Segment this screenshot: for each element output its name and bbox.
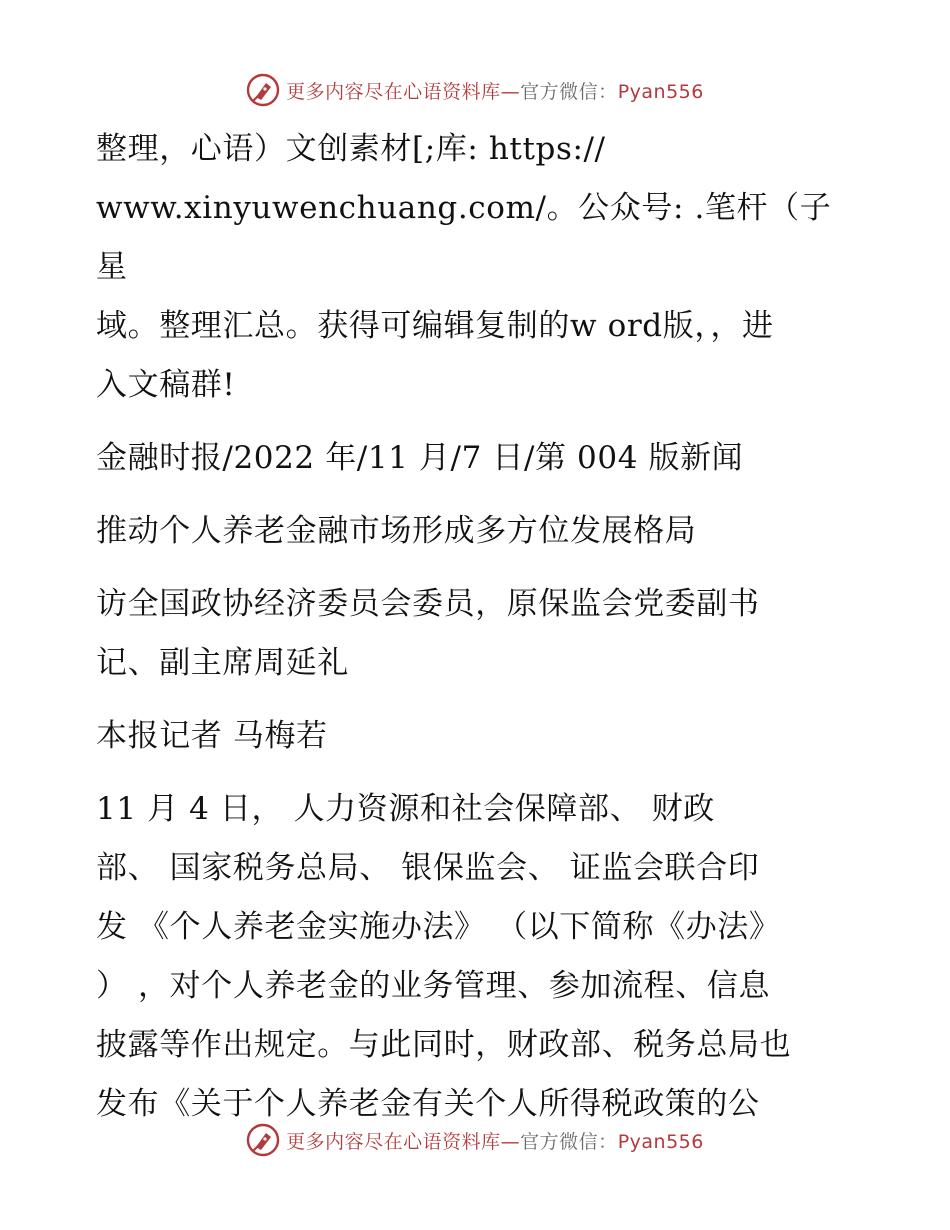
source-line: 金融时报/2022 年/11 月/7 日/第 004 版新闻 (96, 440, 744, 476)
banner-dash: — (500, 80, 521, 103)
banner-brand: 更多内容尽在心语资料库 (286, 80, 501, 103)
intro-line: 整理，心语）文创素材[;库: https:// (96, 131, 606, 167)
banner-text (286, 1127, 704, 1154)
pen-nib-logo-icon (246, 73, 280, 107)
subtitle-line: 记、副主席周延礼 (96, 645, 349, 681)
body-paragraph (96, 780, 856, 1134)
intro-line: 域。整理汇总。获得可编辑复制的w ord版，，进 (96, 308, 774, 344)
banner-wechat-label: 官方微信： (520, 1130, 618, 1153)
intro-line: 入文稿群! (96, 367, 236, 403)
intro-paragraph (96, 120, 856, 415)
banner-wechat-label: 官方微信： (520, 80, 618, 103)
banner-brand: 更多内容尽在心语资料库 (286, 1130, 501, 1153)
pen-nib-logo-icon (246, 1123, 280, 1157)
body-line: 11 月 4 日， 人力资源和社会保障部、 财政 (96, 791, 715, 827)
subtitle (96, 575, 856, 693)
byline: 本报记者 马梅若 (96, 718, 328, 754)
body-line: 发布《关于个人养老金有关个人所得税政策的公 (96, 1086, 760, 1122)
banner-wechat-id: Pyan556 (617, 1130, 704, 1153)
banner-dash: — (500, 1130, 521, 1153)
body-line: 部、 国家税务总局、 银保监会、 证监会联合印 (96, 850, 760, 886)
body-line: 披露等作出规定。与此同时，财政部、税务总局也 (96, 1027, 792, 1063)
intro-line: www.xinyuwenchuang.com/。公众号: .笔杆（子星 (96, 190, 832, 285)
header-banner (0, 70, 950, 110)
subtitle-line: 访全国政协经济委员会委员，原保监会党委副书 (96, 586, 760, 622)
footer-banner (0, 1120, 950, 1160)
banner-wechat-id: Pyan556 (617, 80, 704, 103)
banner-text (286, 77, 704, 104)
body-line: ） ，对个人养老金的业务管理、参加流程、信息 (96, 968, 771, 1004)
document-body (96, 120, 856, 1134)
headline: 推动个人养老金融市场形成多方位发展格局 (96, 513, 697, 549)
body-line: 发 《个人养老金实施办法》 （以下简称《办法》 (96, 909, 781, 945)
